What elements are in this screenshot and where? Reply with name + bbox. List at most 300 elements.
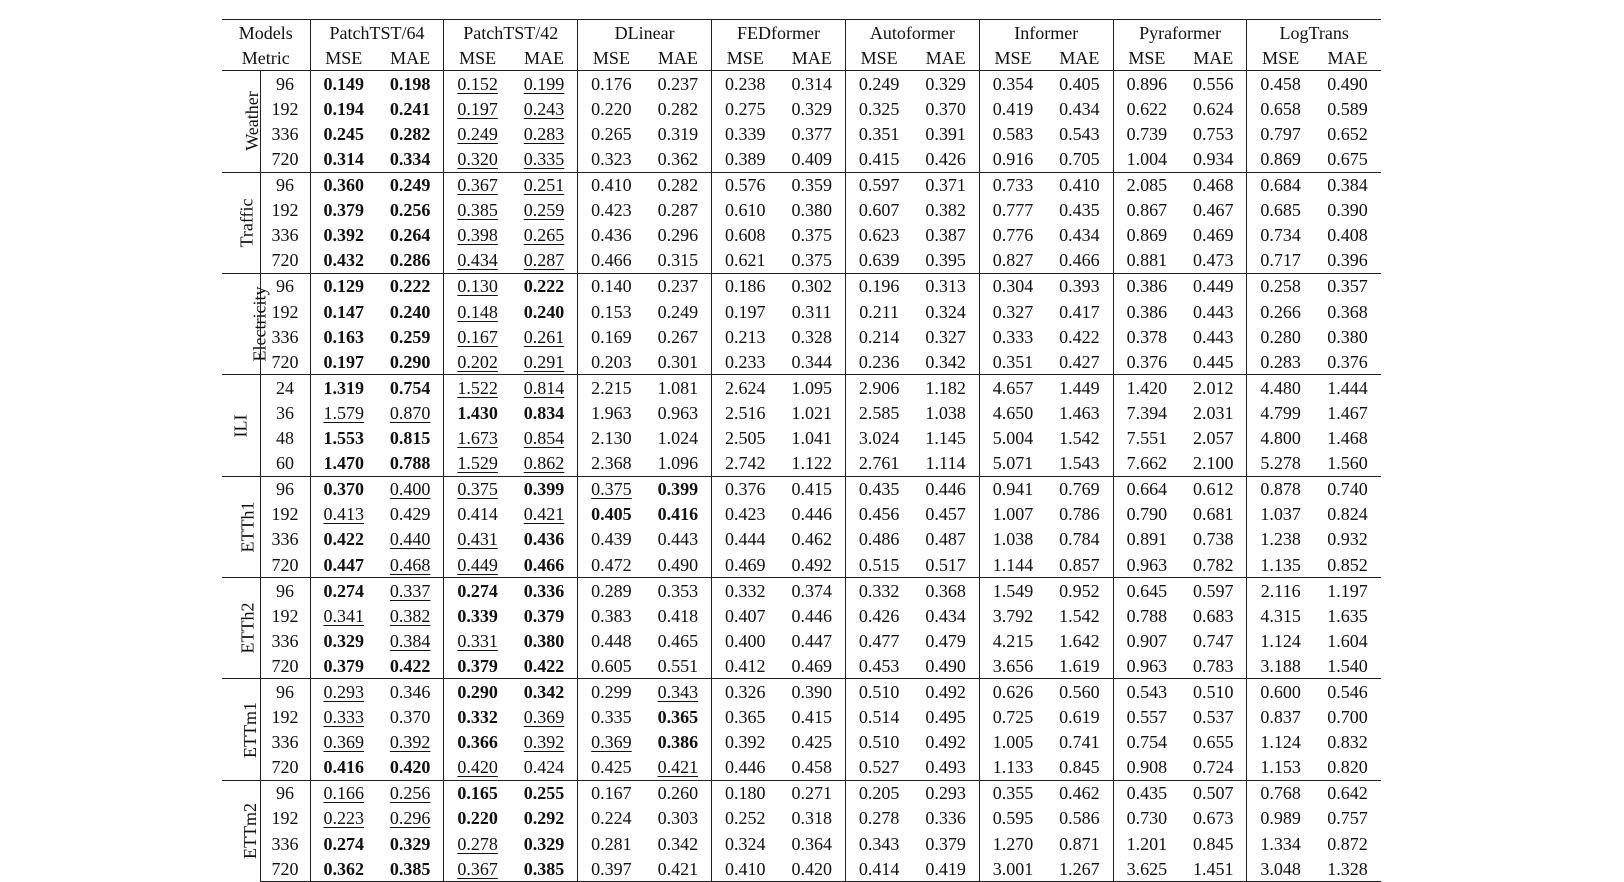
value-text: 3.024 [858, 428, 900, 449]
value-text: 1.553 [323, 428, 364, 449]
dataset-cell [222, 172, 260, 273]
value-cell [979, 121, 1046, 146]
value-cell [645, 806, 712, 831]
value-cell [1314, 603, 1381, 628]
table-row [222, 451, 1381, 477]
value-text: 0.147 [323, 301, 364, 322]
value-text: 0.412 [725, 655, 766, 676]
value-text: 2.505 [725, 428, 766, 449]
value-cell [1314, 299, 1381, 324]
value-cell [511, 856, 578, 882]
value-text: 0.410 [1059, 175, 1100, 196]
value-text: 0.845 [1059, 757, 1100, 778]
value-text: 0.681 [1193, 504, 1234, 525]
metric-header: MAE [778, 45, 845, 71]
value-cell [778, 856, 845, 882]
value-text: 1.420 [1126, 377, 1168, 398]
horizon-cell: 192 [260, 603, 310, 628]
value-cell [1113, 476, 1180, 502]
value-cell [1180, 71, 1247, 97]
value-text: 0.324 [725, 833, 766, 854]
value-text: 0.468 [1193, 175, 1234, 196]
value-cell [1113, 831, 1180, 856]
value-cell [1113, 223, 1180, 248]
value-cell [1314, 172, 1381, 198]
value-text: 0.256 [389, 200, 431, 221]
value-text: 0.664 [1126, 479, 1168, 500]
value-text: 0.782 [1193, 554, 1234, 575]
value-text: 0.416 [323, 757, 364, 778]
model-header: Informer [979, 20, 1113, 46]
value-cell [1113, 273, 1180, 299]
value-cell [511, 451, 578, 477]
value-text: 0.329 [389, 833, 431, 854]
value-text: 0.287 [523, 250, 565, 271]
results-body [222, 71, 1381, 882]
value-cell [645, 198, 712, 223]
value-text: 0.783 [1193, 655, 1234, 676]
value-cell [1113, 426, 1180, 451]
value-text: 0.367 [457, 858, 498, 879]
value-cell [310, 476, 377, 502]
value-text: 0.739 [1126, 123, 1168, 144]
models-label: Models [222, 20, 310, 46]
value-text: 0.871 [1059, 833, 1100, 854]
horizon-cell: 720 [260, 856, 310, 882]
value-cell [444, 653, 511, 679]
value-text: 0.369 [591, 732, 632, 753]
value-cell [1046, 324, 1113, 349]
value-text: 0.314 [323, 149, 364, 170]
value-cell [1046, 451, 1113, 477]
models-header-row [222, 20, 1381, 46]
value-text: 0.420 [457, 757, 498, 778]
dataset-label: ETTh1 [237, 501, 258, 553]
value-cell [1314, 375, 1381, 401]
value-text: 0.311 [791, 301, 832, 322]
value-text: 0.814 [523, 377, 565, 398]
horizon-cell: 720 [260, 146, 310, 172]
value-cell [645, 780, 712, 806]
value-text: 0.963 [1126, 655, 1168, 676]
value-cell [845, 476, 912, 502]
value-cell [845, 172, 912, 198]
value-cell [1314, 349, 1381, 375]
value-cell [511, 502, 578, 527]
value-text: 0.362 [657, 149, 699, 170]
table-row [222, 603, 1381, 628]
value-text: 0.431 [457, 529, 498, 550]
value-cell [377, 400, 444, 425]
value-text: 0.169 [591, 326, 632, 347]
value-text: 0.645 [1126, 580, 1168, 601]
value-cell [1113, 705, 1180, 730]
value-text: 0.318 [791, 808, 832, 829]
value-text: 0.332 [725, 580, 766, 601]
value-cell [845, 578, 912, 604]
value-cell [310, 172, 377, 198]
value-text: 0.299 [591, 681, 632, 702]
value-cell [444, 705, 511, 730]
value-text: 0.426 [925, 149, 966, 170]
table-row [222, 400, 1381, 425]
value-cell [845, 679, 912, 705]
value-text: 0.443 [1193, 326, 1234, 347]
value-text: 0.421 [657, 757, 699, 778]
value-text: 0.342 [925, 351, 966, 372]
horizon-cell: 720 [260, 755, 310, 781]
value-cell [1113, 96, 1180, 121]
value-text: 0.486 [858, 529, 900, 550]
value-cell [712, 705, 779, 730]
value-cell [645, 451, 712, 477]
value-text: 0.989 [1260, 808, 1301, 829]
value-text: 0.768 [1260, 783, 1301, 804]
value-cell [778, 755, 845, 781]
value-text: 0.329 [523, 833, 565, 854]
value-cell [712, 502, 779, 527]
value-cell [912, 780, 979, 806]
value-text: 1.201 [1126, 833, 1168, 854]
value-cell [1247, 426, 1314, 451]
value-cell [845, 502, 912, 527]
value-cell [578, 628, 645, 653]
value-text: 0.845 [1193, 833, 1234, 854]
value-cell [1247, 223, 1314, 248]
value-cell [778, 198, 845, 223]
value-cell [578, 426, 645, 451]
value-text: 0.339 [725, 123, 766, 144]
value-cell [1314, 96, 1381, 121]
value-text: 0.605 [591, 655, 632, 676]
value-text: 4.650 [992, 402, 1034, 423]
value-cell [712, 349, 779, 375]
value-text: 0.336 [925, 808, 966, 829]
value-cell [310, 730, 377, 755]
value-cell [845, 198, 912, 223]
table-row [222, 349, 1381, 375]
value-text: 0.869 [1126, 225, 1168, 246]
value-cell [778, 603, 845, 628]
value-text: 0.424 [523, 757, 565, 778]
value-cell [912, 349, 979, 375]
value-cell [1247, 628, 1314, 653]
value-cell [1314, 730, 1381, 755]
value-cell [377, 198, 444, 223]
value-cell [377, 780, 444, 806]
value-text: 1.449 [1059, 377, 1100, 398]
value-cell [912, 806, 979, 831]
value-text: 0.140 [591, 276, 632, 297]
value-cell [1314, 653, 1381, 679]
value-text: 0.878 [1260, 479, 1301, 500]
value-cell [979, 451, 1046, 477]
value-text: 0.336 [523, 580, 565, 601]
value-cell [1180, 96, 1247, 121]
value-cell [979, 248, 1046, 274]
value-text: 0.705 [1059, 149, 1100, 170]
value-cell [578, 856, 645, 882]
value-cell [1314, 628, 1381, 653]
value-text: 0.327 [925, 326, 966, 347]
value-text: 0.333 [992, 326, 1034, 347]
value-cell [578, 248, 645, 274]
value-cell [377, 527, 444, 552]
value-cell [310, 451, 377, 477]
value-cell [444, 299, 511, 324]
value-cell [912, 146, 979, 172]
value-cell [778, 172, 845, 198]
value-text: 0.854 [523, 428, 565, 449]
model-header: DLinear [578, 20, 712, 46]
value-cell [1180, 527, 1247, 552]
value-cell [645, 578, 712, 604]
metric-header-row [222, 45, 1381, 71]
value-text: 2.116 [1260, 580, 1301, 601]
value-cell [645, 426, 712, 451]
table-row [222, 172, 1381, 198]
value-text: 0.597 [1193, 580, 1234, 601]
value-cell [1180, 831, 1247, 856]
value-cell [578, 375, 645, 401]
value-cell [511, 299, 578, 324]
value-cell [1046, 578, 1113, 604]
horizon-cell: 24 [260, 375, 310, 401]
value-text: 0.329 [925, 73, 966, 94]
value-text: 0.199 [523, 73, 565, 94]
value-text: 0.608 [725, 225, 766, 246]
value-text: 5.278 [1260, 453, 1301, 474]
value-cell [1314, 324, 1381, 349]
horizon-cell: 96 [260, 578, 310, 604]
horizon-cell: 60 [260, 451, 310, 477]
value-cell [912, 121, 979, 146]
value-text: 0.382 [925, 200, 966, 221]
value-text: 0.245 [323, 123, 364, 144]
value-text: 2.130 [591, 428, 632, 449]
metric-header: MSE [325, 47, 363, 68]
value-text: 0.368 [1327, 301, 1368, 322]
value-cell [1046, 146, 1113, 172]
value-cell [511, 755, 578, 781]
value-text: 0.341 [323, 605, 364, 626]
value-cell [578, 299, 645, 324]
value-cell [845, 273, 912, 299]
value-text: 1.963 [591, 402, 632, 423]
value-cell [1314, 71, 1381, 97]
value-cell [578, 831, 645, 856]
value-cell [578, 96, 645, 121]
value-cell [1247, 755, 1314, 781]
metric-header: MSE [459, 47, 497, 68]
value-text: 0.514 [858, 707, 900, 728]
metric-header: MAE [377, 45, 444, 71]
value-cell [310, 603, 377, 628]
horizon-cell: 96 [260, 679, 310, 705]
value-text: 1.470 [323, 453, 364, 474]
value-cell [712, 451, 779, 477]
value-text: 0.747 [1193, 630, 1234, 651]
value-cell [310, 679, 377, 705]
value-cell [310, 121, 377, 146]
value-cell [979, 146, 1046, 172]
value-cell [578, 223, 645, 248]
value-text: 0.834 [523, 402, 565, 423]
value-text: 0.386 [657, 732, 699, 753]
value-cell [712, 121, 779, 146]
value-text: 0.440 [389, 529, 431, 550]
value-text: 0.479 [925, 630, 966, 651]
value-cell [645, 273, 712, 299]
value-text: 0.351 [858, 123, 900, 144]
value-text: 0.490 [925, 655, 966, 676]
value-cell [912, 400, 979, 425]
table-row [222, 96, 1381, 121]
value-cell [979, 679, 1046, 705]
value-text: 1.467 [1327, 402, 1368, 423]
value-cell [444, 730, 511, 755]
value-cell [1113, 552, 1180, 578]
value-cell [310, 831, 377, 856]
value-text: 0.477 [858, 630, 900, 651]
value-text: 0.527 [858, 757, 900, 778]
value-text: 0.510 [1193, 681, 1234, 702]
value-cell [310, 400, 377, 425]
value-text: 4.800 [1260, 428, 1301, 449]
value-cell [578, 806, 645, 831]
value-cell [511, 324, 578, 349]
table-row [222, 146, 1381, 172]
value-text: 0.414 [457, 504, 498, 525]
value-cell [377, 299, 444, 324]
value-cell [1314, 856, 1381, 882]
value-cell [979, 806, 1046, 831]
value-cell [377, 451, 444, 477]
value-cell [1046, 628, 1113, 653]
horizon-cell: 192 [260, 198, 310, 223]
value-text: 1.004 [1126, 149, 1168, 170]
horizon-cell: 96 [260, 780, 310, 806]
value-text: 0.619 [1059, 707, 1100, 728]
value-cell [444, 349, 511, 375]
horizon-cell: 720 [260, 552, 310, 578]
value-text: 1.096 [657, 453, 699, 474]
value-text: 0.319 [657, 123, 699, 144]
value-text: 1.635 [1327, 605, 1368, 626]
value-text: 0.824 [1327, 504, 1368, 525]
horizon-cell: 336 [260, 121, 310, 146]
value-text: 0.891 [1126, 529, 1168, 550]
value-text: 0.436 [523, 529, 565, 550]
value-cell [511, 198, 578, 223]
table-row [222, 299, 1381, 324]
value-cell [912, 223, 979, 248]
value-text: 0.546 [1327, 681, 1368, 702]
value-cell [778, 96, 845, 121]
value-cell [377, 705, 444, 730]
value-cell [778, 653, 845, 679]
value-text: 0.490 [657, 554, 699, 575]
value-text: 0.642 [1327, 783, 1368, 804]
value-text: 0.335 [523, 149, 565, 170]
value-cell [511, 349, 578, 375]
value-text: 0.827 [992, 250, 1034, 271]
value-text: 0.421 [657, 858, 699, 879]
value-cell [377, 273, 444, 299]
horizon-cell: 720 [260, 248, 310, 274]
value-cell [310, 299, 377, 324]
value-text: 0.371 [925, 175, 966, 196]
value-cell [511, 248, 578, 274]
value-text: 1.124 [1260, 630, 1301, 651]
value-text: 0.278 [858, 808, 900, 829]
value-text: 0.197 [457, 98, 498, 119]
value-text: 0.439 [591, 529, 632, 550]
value-cell [912, 578, 979, 604]
value-text: 5.071 [992, 453, 1034, 474]
value-text: 0.393 [1059, 276, 1100, 297]
value-cell [645, 172, 712, 198]
value-cell [310, 755, 377, 781]
value-text: 0.240 [389, 301, 431, 322]
value-cell [1314, 273, 1381, 299]
value-cell [444, 71, 511, 97]
value-cell [1247, 349, 1314, 375]
value-text: 0.323 [591, 149, 632, 170]
value-text: 0.472 [591, 554, 632, 575]
value-text: 2.761 [858, 453, 900, 474]
value-text: 0.214 [858, 326, 900, 347]
metric-header: MAE [645, 45, 712, 71]
value-text: 0.379 [925, 833, 966, 854]
value-cell [712, 248, 779, 274]
value-cell [979, 198, 1046, 223]
value-text: 0.223 [323, 808, 364, 829]
value-text: 0.405 [1059, 73, 1100, 94]
value-text: 0.408 [1327, 225, 1368, 246]
value-text: 0.384 [1327, 175, 1368, 196]
value-text: 0.293 [323, 681, 364, 702]
value-cell [444, 856, 511, 882]
value-cell [377, 856, 444, 882]
value-cell [645, 400, 712, 425]
value-cell [578, 121, 645, 146]
value-cell [444, 375, 511, 401]
value-text: 0.314 [791, 73, 832, 94]
metric-header: MSE [726, 47, 764, 68]
dataset-label: ETTm2 [240, 803, 260, 860]
value-cell [310, 502, 377, 527]
horizon-cell: 336 [260, 831, 310, 856]
metric-header: MAE [511, 45, 578, 71]
value-text: 0.369 [323, 732, 364, 753]
table-row [222, 121, 1381, 146]
value-cell [845, 324, 912, 349]
value-text: 0.194 [323, 98, 364, 119]
value-text: 0.595 [992, 808, 1034, 829]
value-text: 0.264 [389, 225, 431, 246]
value-cell [1247, 451, 1314, 477]
value-text: 0.339 [457, 605, 498, 626]
value-cell [979, 552, 1046, 578]
value-text: 0.963 [1126, 554, 1168, 575]
value-text: 0.153 [591, 301, 632, 322]
value-text: 1.604 [1327, 630, 1368, 651]
value-cell [979, 628, 1046, 653]
value-text: 0.788 [389, 453, 431, 474]
value-cell [444, 400, 511, 425]
value-text: 0.537 [1193, 707, 1234, 728]
